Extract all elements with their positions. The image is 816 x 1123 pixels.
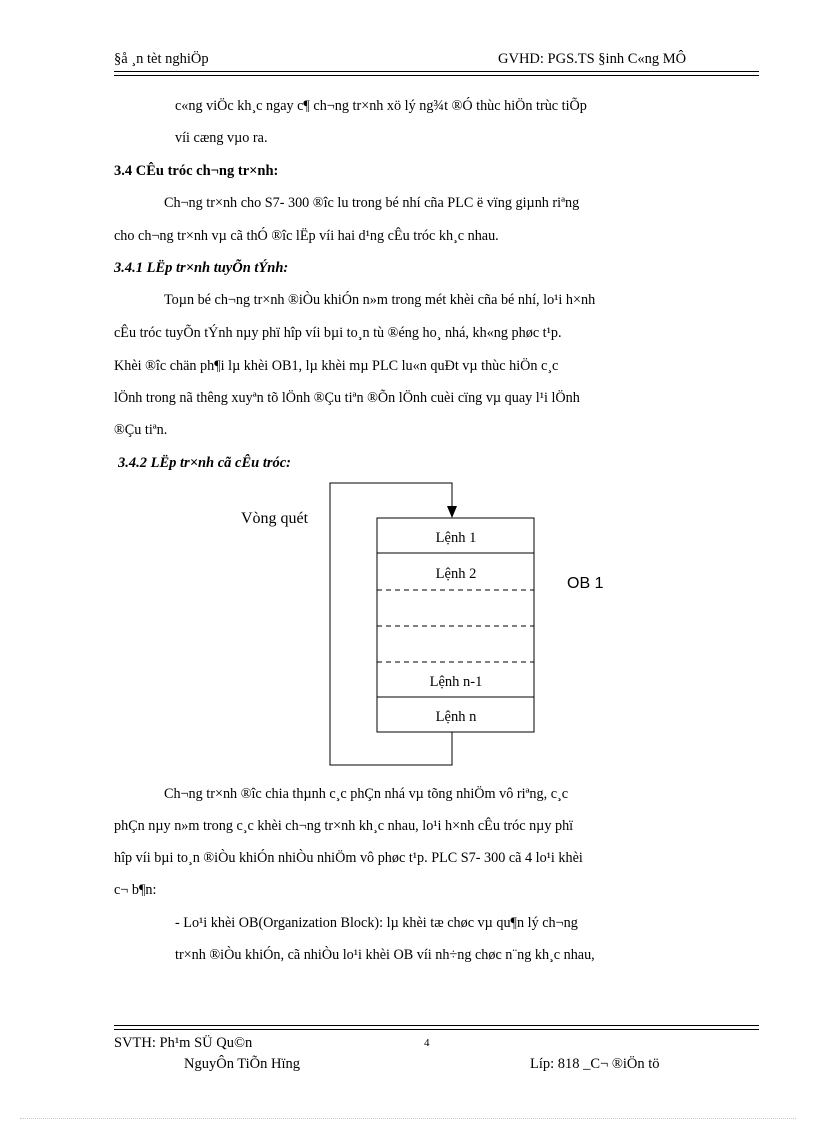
section-heading-3-4-1: 3.4.1 LËp tr×nh tuyÕn tÝnh: [114,260,289,276]
paragraph-line: c«ng viÖc kh¸c ngay c¶ ch¬ng tr×nh xö lý ng¾t ®Ó thùc hiÖn trùc tiÕp [175,98,587,114]
paragraph-line: lÖnh trong nã thêng xuyªn tõ lÖnh ®Çu tiªn ®Õn lÖnh cuèi cïng vµ quay l¹i lÖnh [114,390,580,406]
footer-student-1: SVTH: Ph¹m SÜ Qu©n [114,1035,253,1051]
footer-rule-thin [114,1029,759,1030]
paragraph-line: víi cæng vµo ra. [175,130,268,146]
paragraph-line: phÇn nµy n»m trong c¸c khèi ch¬ng tr×nh kh¸c nhau, lo¹i h×nh cÊu tróc nµy phï [114,818,574,834]
paragraph-line: Ch¬ng tr×nh ®îc chia thµnh c¸c phÇn nhá vµ tõng nhiÖm vô riªng, c¸c [164,786,569,802]
paragraph-line: ®Çu tiªn. [114,422,168,438]
section-heading-3-4-2: 3.4.2 LËp tr×nh cã cÊu tróc: [118,455,292,471]
footer-class: Líp: 818 _C¬ ®iÖn tö [530,1056,660,1072]
footer-rule [114,1025,759,1026]
paragraph-line: Toµn bé ch¬ng tr×nh ®iÒu khiÓn n»m trong mét khèi cña bé nhí, lo¹i h×nh [164,292,596,308]
loop-label: Vòng quét [241,510,309,527]
paragraph-line: c¬ b¶n: [114,882,157,898]
paragraph-line: cho ch¬ng tr×nh vµ cã thÓ ®îc lËp víi hai d¹ng cÊu tróc kh¸c nhau. [114,228,499,244]
paragraph-line: hîp víi bµi to¸n ®iÒu khiÓn nhiÒu nhiÖm vô phøc t¹p. PLC S7- 300 cã 4 lo¹i khèi [114,850,583,866]
ob1-block [377,518,534,732]
section-heading-3-4: 3.4 CÊu tróc ch¬ng tr×nh: [114,163,279,179]
footer-student-2: NguyÔn TiÕn Hïng [184,1056,301,1072]
paragraph-line: Ch¬ng tr×nh cho S7- 300 ®îc lu trong bé nhí cña PLC ë vïng giµnh riªng [164,195,580,211]
row-label-lenh-n-1: Lệnh n-1 [429,674,483,690]
footer-page-number: 4 [424,1037,430,1049]
ob1-label: OB 1 [567,575,604,592]
paragraph-line: Khèi ®îc chän ph¶i lµ khèi OB1, lµ khèi mµ PLC lu«n quÐt vµ thùc hiÖn c¸c [114,358,559,374]
header-left-title: §å ¸n tèt nghiÖp [114,51,209,67]
paragraph-line: cÊu tróc tuyÕn tÝnh nµy phï hîp víi bµi to¸n tù ®éng ho¸ nhá, kh«ng phøc t¹p. [114,325,562,341]
row-label-lenh-n: Lệnh n [435,709,477,725]
paragraph-line: tr×nh ®iÒu khiÓn, cã nhiÒu lo¹i khèi OB víi nh÷ng chøc n¨ng kh¸c nhau, [175,947,595,963]
paragraph-line: - Lo¹i khèi OB(Organization Block): lµ khèi tæ chøc vµ qu¶n lý ch¬ng [175,915,578,931]
row-label-lenh-1: Lệnh 1 [435,530,477,546]
arrow-down-icon [447,506,457,518]
header-right-supervisor: GVHD: PGS.TS §inh C«ng MÔ [498,51,687,67]
page-bottom-border [20,1118,796,1119]
row-label-lenh-2: Lệnh 2 [435,566,477,582]
